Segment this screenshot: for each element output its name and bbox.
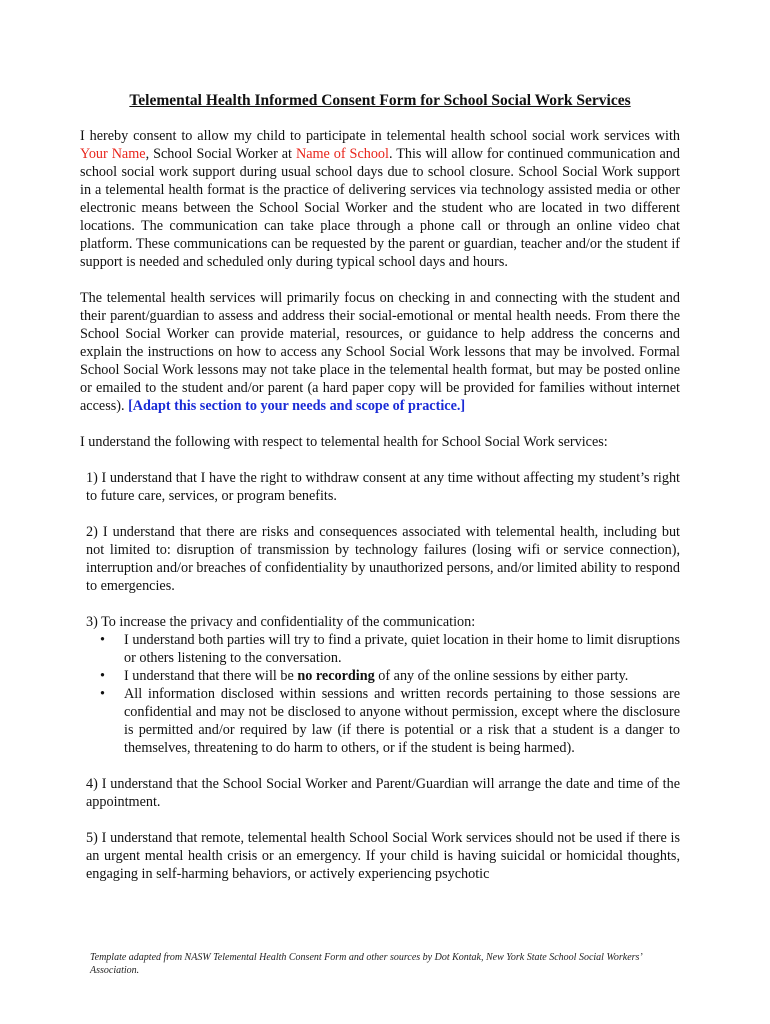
bullet-icon: • — [100, 668, 105, 684]
bullet-text-2b: of any of the online sessions by either party. — [374, 668, 629, 684]
focus-paragraph — [80, 289, 680, 415]
consent-item-5: 5) I understand that remote, telemental health School Social Work services should not be used if there is an urgent mental health crisis or an emergency. If your child is having suicidal or homicidal thoughts, engaging in self-harming behaviors, or actively experiencing psychotic — [86, 830, 680, 882]
bullet-text-3: All information disclosed within sessions and written records pertaining to those sessions are confidential and may not be disclosed to anyone without permission, except where the disclosure is permitted and/or required by law (if there is potential or a risk that a student is a danger to themselves, threatening to do harm to others, or if the student is being harmed). — [124, 686, 680, 756]
adapt-note: [Adapt this section to your needs and scope of practice.] — [128, 398, 466, 414]
page-title: Telemental Health Informed Consent Form for School Social Work Services — [129, 92, 631, 109]
focus-text: The telemental health services will primarily focus on checking in and connecting with the student and their parent/guardian to assess and address their social-emotional or mental health needs. From there the School Social Worker can provide material, resources, or guidance to help address the concerns and explain the instructions on how to access any School Social Work lessons that may be involved. Formal School Social Work lessons may not take place in the telemental health format, but may be posted online or emailed to the student and/or parent (a hard paper copy will be provided for families without internet access). — [80, 290, 680, 414]
list-item — [80, 631, 680, 667]
bullet-icon: • — [100, 632, 105, 648]
intro-text-1: I hereby consent to allow my child to participate in telemental health school social work services with — [80, 128, 680, 144]
understand-intro: I understand the following with respect to telemental health for School Social Work services: — [80, 434, 608, 450]
no-recording-emphasis: no recording — [297, 668, 375, 684]
consent-item-1: 1) I understand that I have the right to withdraw consent at any time without affecting my student’s right to future care, services, or program benefits. — [86, 470, 680, 504]
school-name-placeholder: Name of School — [295, 146, 389, 162]
list-item — [80, 685, 680, 757]
consent-item-3: 3) To increase the privacy and confidentiality of the communication: — [86, 614, 476, 630]
consent-item-4: 4) I understand that the School Social Worker and Parent/Guardian will arrange the date and time of the appointment. — [86, 776, 680, 810]
bullet-icon: • — [100, 686, 105, 702]
footer-attribution: Template adapted from NASW Telemental Health Consent Form and other sources by Dot Kontak, New York State School Social Workers’ Association. — [90, 952, 642, 976]
intro-text-2: , School Social Worker at — [145, 146, 296, 162]
bullet-text-1: I understand both parties will try to find a private, quiet location in their home to limit disruptions or others listening to the conversation. — [124, 632, 680, 666]
privacy-bullet-list — [80, 631, 680, 757]
intro-text-3: . This will allow for continued communication and school social work support during usual school days due to school closure. School Social Work support in a telemental health format is the practice of delivering services via technology assisted media or other electronic means between the School Social Worker and the student who are located in two different locations. The communication can take place through a phone call or through an online video chat platform. These communications can be requested by the parent or guardian, teacher and/or the student if support is needed and scheduled only during typical school days and hours. — [80, 146, 680, 270]
list-item — [80, 667, 680, 685]
bullet-text-2a: I understand that there will be — [124, 668, 298, 684]
consent-item-2: 2) I understand that there are risks and consequences associated with telemental health, including but not limited to: disruption of transmission by technology failures (losing wifi or service connection), interruption and/or breaches of confidentiality by unauthorized persons, and/or limited ability to respond to emergencies. — [86, 524, 680, 594]
intro-paragraph — [80, 127, 680, 271]
your-name-placeholder: Your Name — [80, 146, 146, 162]
document-body — [80, 92, 680, 901]
